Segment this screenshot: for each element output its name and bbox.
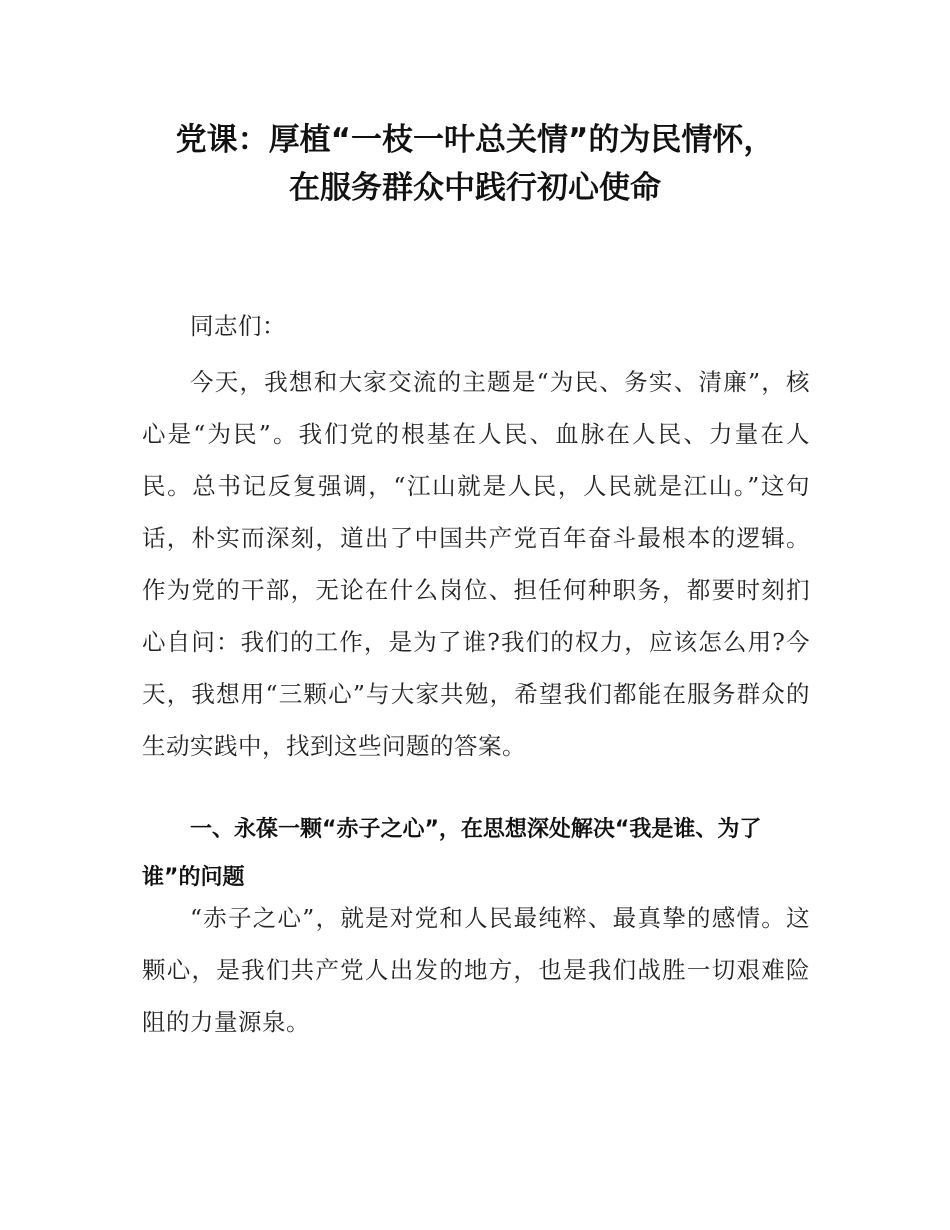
paragraph-intro: 今天，我想和大家交流的主题是“为民、务实、清廉”，核心是“为民”。我们党的根基在人民、血脉在人民、力量在人民。总书记反复强调，“江山就是人民，人民就是江山。”这句话，朴实而深刻，道出了中国共产党百年奋斗最根本的逻辑。作为党的干部，无论在什么岗位、担任何种职务，都要时刻扪心自问：我们的工作，是为了谁?我们的权力，应该怎么用?今天，我想用“三颗心”与大家共勉，希望我们都能在服务群众的生动实践中，找到这些问题的答案。 (142, 368, 810, 760)
salutation: 同志们： (190, 312, 286, 340)
document-title-line-2: 在服务群众中践行初心使命 (289, 170, 661, 206)
document-title-line-1: 党课：厚植“一枝一叶总关情”的为民情怀， (175, 122, 775, 158)
paragraph-section-1: “赤子之心”，就是对党和人民最纯粹、最真挚的感情。这颗心，是我们共产党人出发的地方，也是我们战胜一切艰难险阻的力量源泉。 (142, 904, 810, 1036)
section-heading-1: 一、永葆一颗“赤子之心”，在思想深处解决“我是谁、为了谁”的问题 (142, 817, 762, 890)
